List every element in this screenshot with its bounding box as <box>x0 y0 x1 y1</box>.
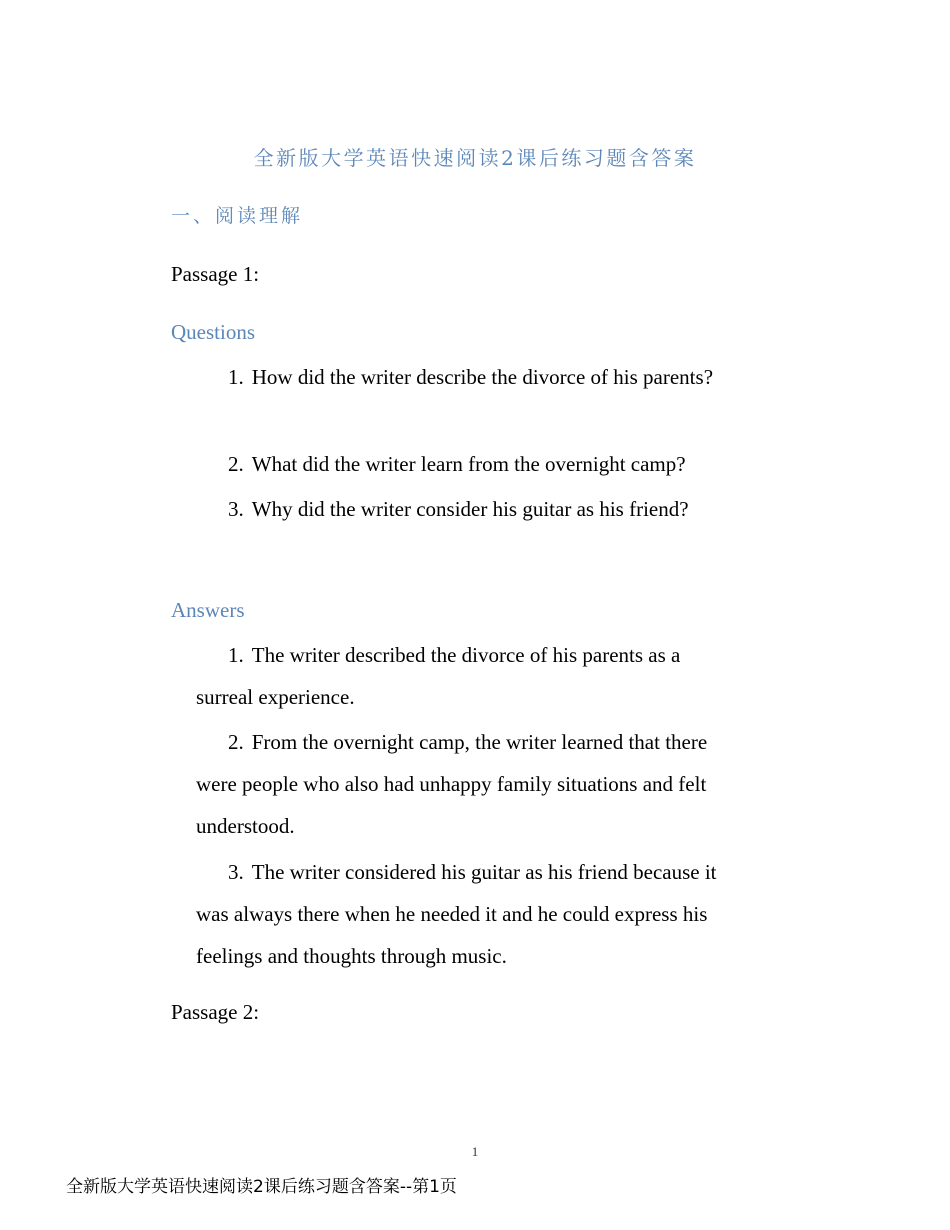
passage-2-label: Passage 2: <box>171 1000 260 1024</box>
answer-item <box>196 634 736 718</box>
document-title: 全新版大学英语快速阅读2课后练习题含答案 <box>253 146 697 170</box>
question-item <box>196 356 736 398</box>
answer-text: The writer described the divorce of his parents as a surreal experience. <box>196 643 681 709</box>
answer-number: 3. <box>228 860 244 884</box>
question-number: 3. <box>228 497 244 521</box>
section-heading-reading: 一、阅读理解 <box>171 205 304 227</box>
question-text: How did the writer describe the divorce of his parents? <box>251 365 714 389</box>
questions-heading: Questions <box>171 320 255 344</box>
answer-number: 2. <box>228 730 244 754</box>
answer-item <box>196 721 736 847</box>
passage-1-label: Passage 1: <box>171 262 260 286</box>
question-item <box>196 443 736 485</box>
answer-text: From the overnight camp, the writer learned that there were people who also had unhappy family situations and felt understood. <box>196 730 708 838</box>
question-number: 1. <box>228 365 244 389</box>
question-item <box>196 488 736 530</box>
question-text: What did the writer learn from the overnight camp? <box>251 452 686 476</box>
answers-heading: Answers <box>171 598 245 622</box>
page-footer: 全新版大学英语快速阅读2课后练习题含答案--第1页 <box>66 1177 457 1197</box>
page-number: 1 <box>471 1144 479 1159</box>
question-text: Why did the writer consider his guitar as his friend? <box>251 497 689 521</box>
answer-text: The writer considered his guitar as his friend because it was always there when he needed it and he could express his feelings and thoughts through music. <box>196 860 717 968</box>
answer-item <box>196 851 736 977</box>
question-number: 2. <box>228 452 244 476</box>
answer-number: 1. <box>228 643 244 667</box>
